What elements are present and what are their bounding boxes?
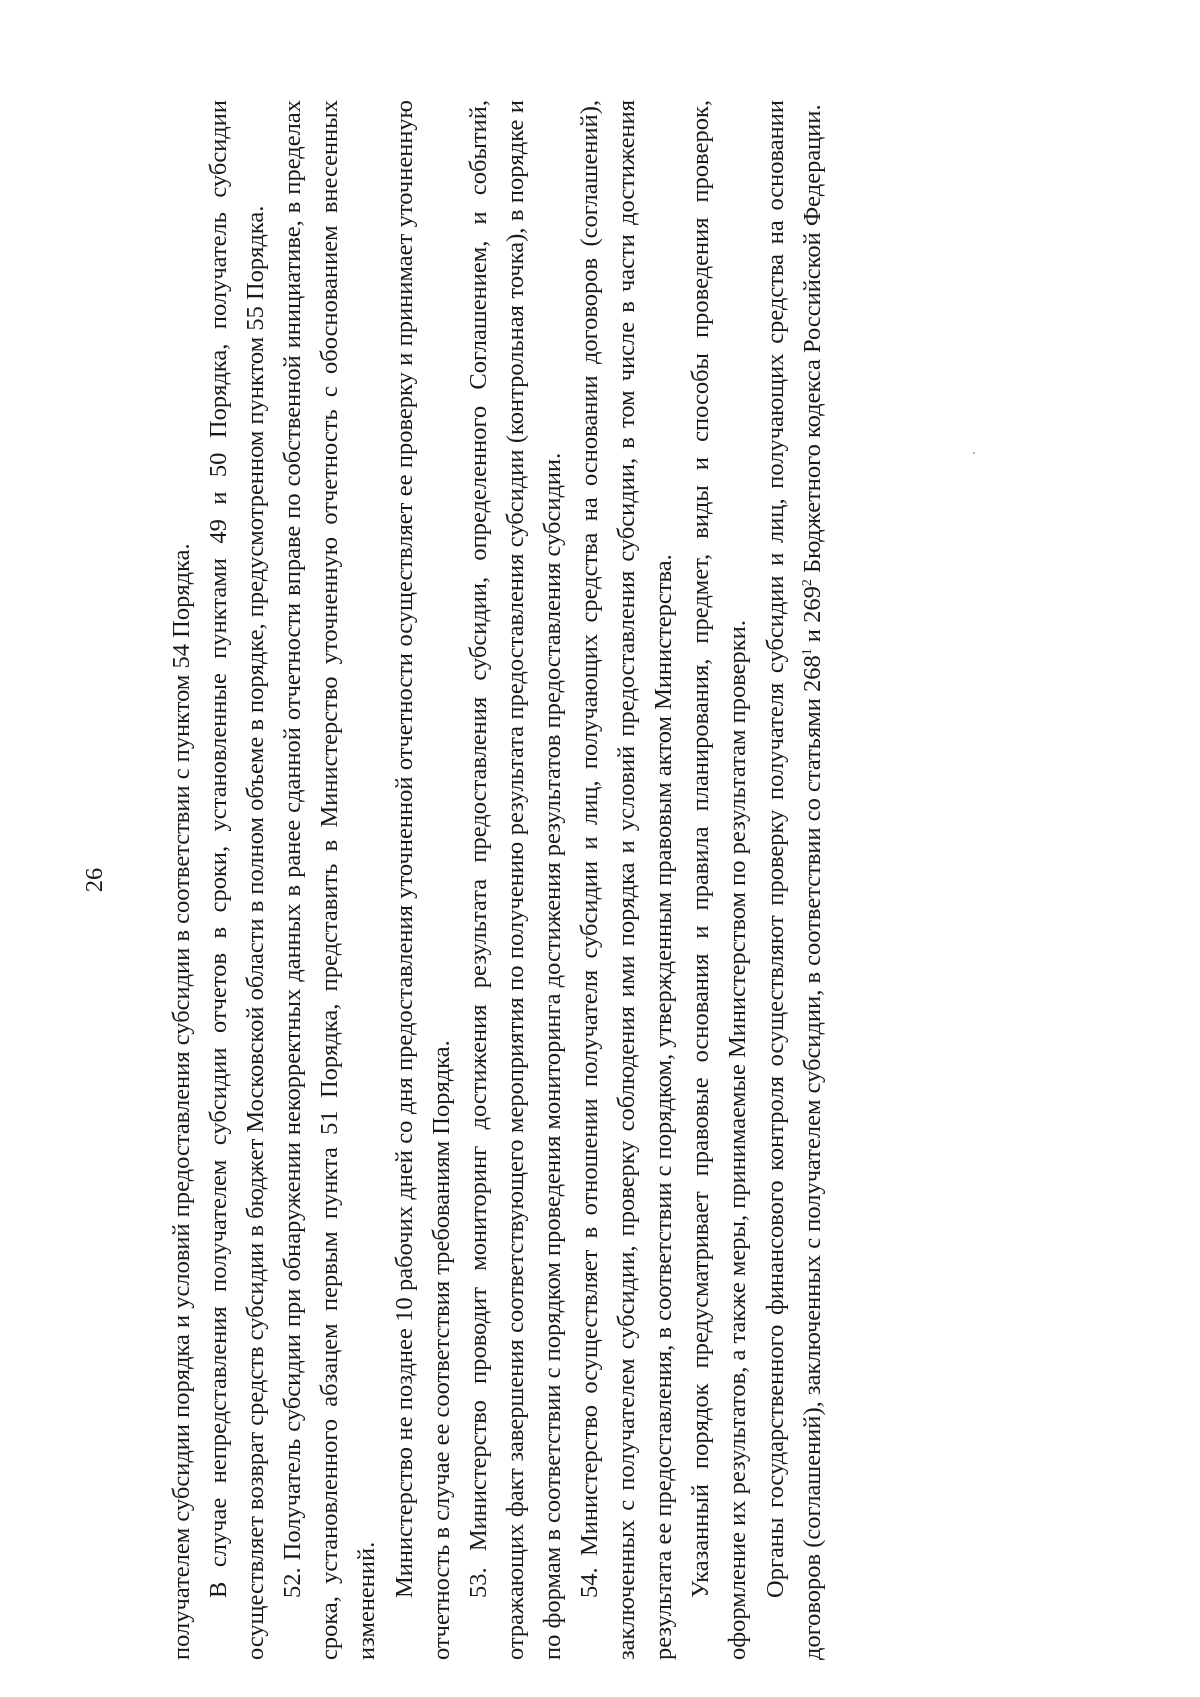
paragraph-8 <box>757 100 831 1660</box>
superscript-2: 2 <box>799 579 815 587</box>
scan-speck <box>973 452 975 454</box>
paragraph-53: 53. Министерство проводит мониторинг достижения результата предоставления субсидии, определенного Соглашением, и событий, отражающих факт завершения соответствующего мероприятия по получению результата предоставления субсидии (контрольная точка), в порядке и по формам в соответствии с порядком проведения мониторинга достижения результатов предоставления субсидии. <box>464 100 566 1660</box>
document-body <box>163 100 831 1660</box>
paragraph-8-text-before: Органы государственного финансового контроля осуществляют проверку получателя субсидии и лиц, получающих средства на основании договоров (соглашений), заключенных с получателем субсидии, в соответствии со статьями 268 <box>761 100 826 1660</box>
paragraph-4: Министерство не позднее 10 рабочих дней со дня предоставления уточненной отчетности осуществляет ее проверку и принимает уточненную отчетность в случае ее соответствия требованиям Порядка. <box>390 100 455 1660</box>
paragraph-1: получателем субсидии порядка и условий предоставления субсидии в соответствии с пунктом 54 Порядка. <box>168 543 195 1660</box>
paragraph-52: 52. Получатель субсидии при обнаружении некорректных данных в ранее сданной отчетности вправе по собственной инициативе, в пределах срока, установленного абзацем первым пункта 51 Порядка, представить в Министерство уточненную отчетность с обоснованием внесенных изменений. <box>279 100 381 1660</box>
paragraph-2: В случае непредставления получателем субсидии отчетов в сроки, установленные пунктами 49 и 50 Порядка, получатель субсидии осуществляет возврат средств субсидии в бюджет Московской области в полном объеме в порядке, предусмотренном пунктом 55 Порядка. <box>205 100 270 1660</box>
paragraph-54: 54. Министерство осуществляет в отношении получателя субсидии и лиц, получающих средства на основании договоров (соглашений), заключенных с получателем субсидии, проверку соблюдения ими порядка и условий предоставления субсидии, в том числе в части достижения результата ее предоставления, в соответствии с порядком, утвержденным правовым актом Министерства. <box>576 100 678 1660</box>
paragraph-8-text-mid: и 269 <box>798 586 826 649</box>
paragraph-7: Указанный порядок предусматривает правовые основания и правила планирования, предмет, виды и способы проведения проверок, оформление их результатов, а также меры, принимаемые Министерством по результатам проверки. <box>687 100 752 1660</box>
paragraph-8-text-after: Бюджетного кодекса Российской Федерации. <box>798 104 826 580</box>
page-number: 26 <box>81 867 108 893</box>
superscript-1: 1 <box>799 648 815 656</box>
